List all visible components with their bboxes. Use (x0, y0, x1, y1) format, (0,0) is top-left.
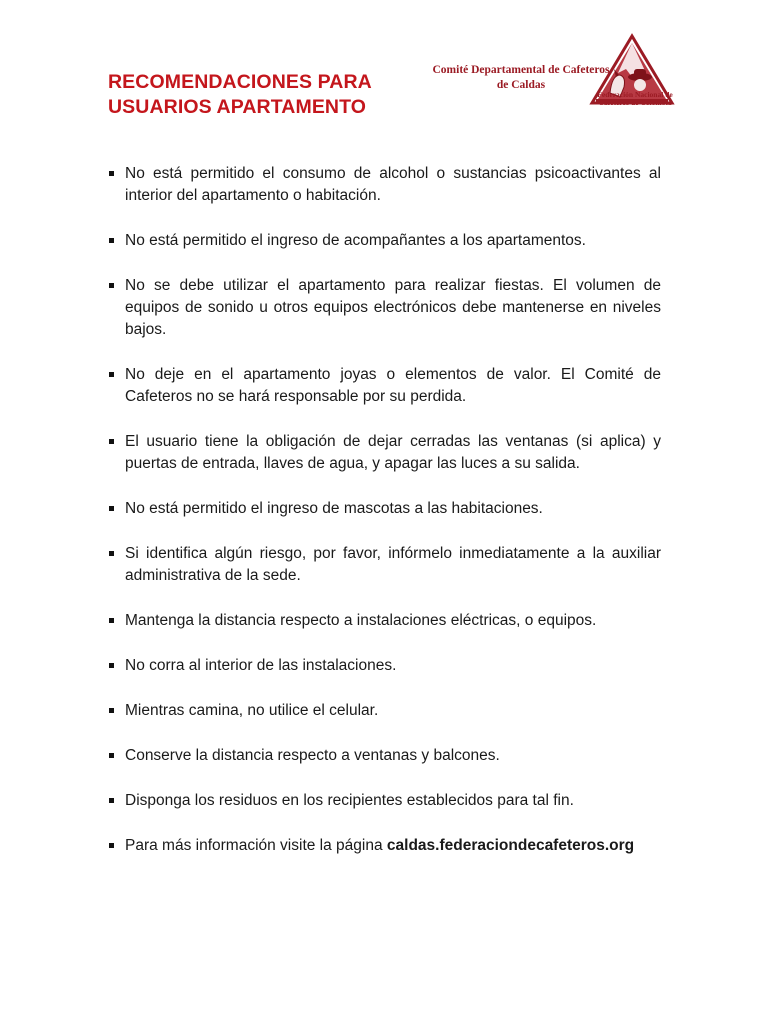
list-item (108, 364, 661, 408)
item-text: No deje en el apartamento joyas o elementos de valor. El Comité de Cafeteros no se hará responsable por su perdida. (125, 366, 661, 405)
item-text: No está permitido el consumo de alcohol o sustancias psicoactivantes al interior del apartamento o habitación. (125, 165, 661, 204)
org-name-line-1: Comité Departamental de Cafeteros (432, 64, 610, 76)
bullet-icon (109, 506, 114, 511)
list-item-more-info (108, 835, 661, 857)
list-item (108, 745, 661, 767)
item-text: No está permitido el ingreso de acompañantes a los apartamentos. (125, 232, 586, 249)
item-text: Conserve la distancia respecto a ventanas y balcones. (125, 747, 500, 764)
page-title (108, 70, 372, 120)
item-text: Mantenga la distancia respecto a instalaciones eléctricas, o equipos. (125, 612, 597, 629)
bullet-icon (109, 618, 114, 623)
list-item (108, 275, 661, 341)
item-text: Si identifica algún riesgo, por favor, infórmelo inmediatamente a la auxiliar administrativa de la sede. (125, 545, 661, 584)
list-item (108, 163, 661, 207)
more-info-text: Para más información visite la página (125, 837, 387, 854)
bullet-icon (109, 439, 114, 444)
bullet-icon (109, 283, 114, 288)
bullet-icon (109, 372, 114, 377)
item-text: Disponga los residuos en los recipientes establecidos para tal fin. (125, 792, 574, 809)
item-text: El usuario tiene la obligación de dejar cerradas las ventanas (si aplica) y puertas de entrada, llaves de agua, y apagar las luces a su salida. (125, 433, 661, 472)
bullet-icon (109, 171, 114, 176)
item-text: No está permitido el ingreso de mascotas a las habitaciones. (125, 500, 543, 517)
bullet-icon (109, 843, 114, 848)
bullet-icon (109, 238, 114, 243)
bullet-icon (109, 551, 114, 556)
title-line-1: RECOMENDACIONES PARA (108, 71, 372, 93)
list-item (108, 790, 661, 812)
logo-caption-line-2: Cafeteros de Colombia (598, 98, 672, 108)
item-text: No corra al interior de las instalaciones. (125, 657, 397, 674)
list-item (108, 230, 661, 252)
logo-caption-line-1: Federación Nacional de (597, 90, 673, 99)
list-item (108, 610, 661, 632)
recommendations-list (108, 163, 661, 857)
item-text: Mientras camina, no utilice el celular. (125, 702, 379, 719)
bullet-icon (109, 708, 114, 713)
website-link[interactable]: caldas.federaciondecafeteros.org (386, 837, 635, 854)
bullet-icon (109, 798, 114, 803)
list-item (108, 700, 661, 722)
list-item (108, 543, 661, 587)
list-item (108, 498, 661, 520)
org-name-line-2: de Caldas (496, 79, 546, 91)
bullet-icon (109, 663, 114, 668)
list-item (108, 431, 661, 475)
bullet-icon (109, 753, 114, 758)
item-text: No se debe utilizar el apartamento para realizar fiestas. El volumen de equipos de sonido u otros equipos electrónicos debe mantenerse en niveles bajos. (125, 277, 661, 338)
list-item (108, 655, 661, 677)
title-line-2: USUARIOS APARTAMENTO (108, 96, 367, 118)
logo-caption (592, 91, 678, 107)
